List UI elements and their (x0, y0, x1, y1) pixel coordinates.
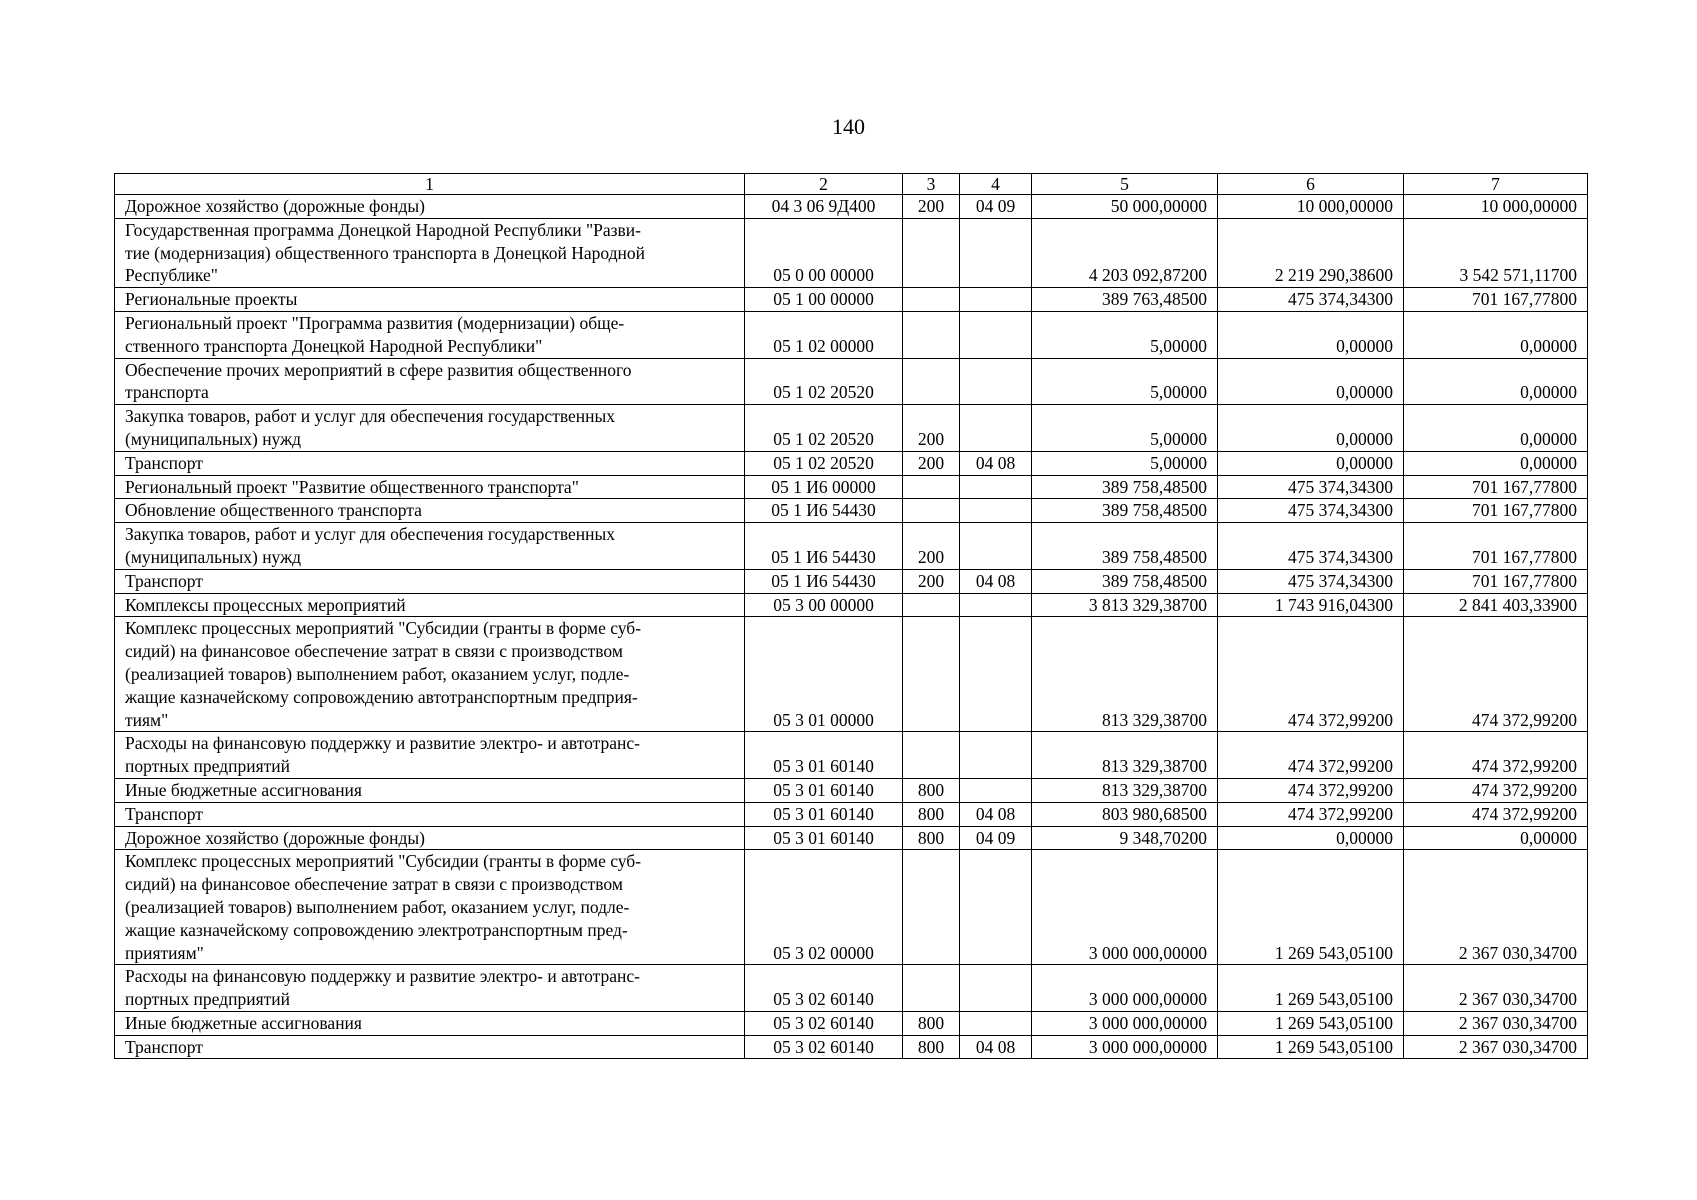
amount-cell-col6: 2 219 290,38600 (1218, 218, 1404, 287)
expense-type-cell (903, 288, 960, 312)
target-code-cell: 05 3 02 60140 (745, 1011, 903, 1035)
amount-cell-col7: 0,00000 (1404, 358, 1588, 405)
target-code-cell: 05 3 01 00000 (745, 617, 903, 732)
amount-cell-col7: 3 542 571,11700 (1404, 218, 1588, 287)
row-name-cell: Государственная программа Донецкой Народной Республики "Разви- тие (модернизация) общественного транспорта в Донецкой Народной Республике" (115, 218, 745, 287)
target-code-cell: 05 1 И6 54430 (745, 523, 903, 570)
section-cell (960, 288, 1032, 312)
amount-cell-col5: 3 000 000,00000 (1032, 965, 1218, 1012)
amount-cell-col5: 803 980,68500 (1032, 802, 1218, 826)
row-name-cell: Транспорт (115, 451, 745, 475)
amount-cell-col5: 813 329,38700 (1032, 732, 1218, 779)
budget-table (114, 173, 1588, 1059)
expense-type-cell (903, 732, 960, 779)
amount-cell-col6: 475 374,34300 (1218, 475, 1404, 499)
expense-type-cell (903, 850, 960, 965)
expense-type-cell (903, 475, 960, 499)
amount-cell-col5: 3 813 329,38700 (1032, 593, 1218, 617)
amount-cell-col6: 0,00000 (1218, 311, 1404, 358)
section-cell: 04 09 (960, 826, 1032, 850)
amount-cell-col5: 389 763,48500 (1032, 288, 1218, 312)
target-code-cell: 05 1 И6 54430 (745, 569, 903, 593)
section-cell (960, 475, 1032, 499)
section-cell (960, 499, 1032, 523)
row-name-cell: Иные бюджетные ассигнования (115, 778, 745, 802)
table-row (115, 218, 1588, 287)
target-code-cell: 05 3 01 60140 (745, 732, 903, 779)
column-header: 3 (903, 174, 960, 195)
amount-cell-col6: 475 374,34300 (1218, 288, 1404, 312)
amount-cell-col7: 701 167,77800 (1404, 475, 1588, 499)
expense-type-cell: 800 (903, 778, 960, 802)
target-code-cell: 05 1 02 20520 (745, 358, 903, 405)
amount-cell-col5: 389 758,48500 (1032, 499, 1218, 523)
amount-cell-col5: 5,00000 (1032, 358, 1218, 405)
row-name-cell: Закупка товаров, работ и услуг для обеспечения государственных (муниципальных) нужд (115, 405, 745, 452)
table-row (115, 1011, 1588, 1035)
row-name-cell: Транспорт (115, 569, 745, 593)
target-code-cell: 05 1 И6 00000 (745, 475, 903, 499)
amount-cell-col7: 701 167,77800 (1404, 288, 1588, 312)
table-row (115, 358, 1588, 405)
row-name-cell: Комплекс процессных мероприятий "Субсидии (гранты в форме суб- сидий) на финансовое обеспечение затрат в связи с производством (реализацией товаров) выполнением работ, оказанием услуг, подле- жащие казначейскому сопровождению электротранспортным пред- приятиям" (115, 850, 745, 965)
amount-cell-col5: 3 000 000,00000 (1032, 1035, 1218, 1059)
amount-cell-col6: 0,00000 (1218, 451, 1404, 475)
table-row (115, 475, 1588, 499)
amount-cell-col5: 389 758,48500 (1032, 475, 1218, 499)
table-row (115, 1035, 1588, 1059)
target-code-cell: 05 1 00 00000 (745, 288, 903, 312)
table-row (115, 405, 1588, 452)
table-row (115, 523, 1588, 570)
table-row (115, 288, 1588, 312)
expense-type-cell (903, 358, 960, 405)
section-cell: 04 08 (960, 1035, 1032, 1059)
expense-type-cell: 800 (903, 1011, 960, 1035)
amount-cell-col7: 474 372,99200 (1404, 617, 1588, 732)
amount-cell-col6: 475 374,34300 (1218, 523, 1404, 570)
amount-cell-col6: 474 372,99200 (1218, 802, 1404, 826)
row-name-cell: Расходы на финансовую поддержку и развитие электро- и автотранс- портных предприятий (115, 732, 745, 779)
target-code-cell: 05 3 02 60140 (745, 1035, 903, 1059)
row-name-cell: Региональный проект "Развитие общественного транспорта" (115, 475, 745, 499)
amount-cell-col5: 5,00000 (1032, 405, 1218, 452)
section-cell (960, 358, 1032, 405)
table-row (115, 850, 1588, 965)
amount-cell-col5: 813 329,38700 (1032, 617, 1218, 732)
amount-cell-col7: 0,00000 (1404, 405, 1588, 452)
amount-cell-col7: 474 372,99200 (1404, 778, 1588, 802)
amount-cell-col7: 2 841 403,33900 (1404, 593, 1588, 617)
expense-type-cell: 200 (903, 523, 960, 570)
section-cell (960, 405, 1032, 452)
section-cell: 04 08 (960, 451, 1032, 475)
row-name-cell: Транспорт (115, 802, 745, 826)
section-cell (960, 593, 1032, 617)
section-cell (960, 617, 1032, 732)
row-name-cell: Обновление общественного транспорта (115, 499, 745, 523)
amount-cell-col6: 0,00000 (1218, 405, 1404, 452)
amount-cell-col7: 701 167,77800 (1404, 523, 1588, 570)
section-cell (960, 523, 1032, 570)
section-cell: 04 09 (960, 195, 1032, 219)
amount-cell-col5: 5,00000 (1032, 451, 1218, 475)
expense-type-cell: 200 (903, 195, 960, 219)
amount-cell-col7: 2 367 030,34700 (1404, 850, 1588, 965)
row-name-cell: Дорожное хозяйство (дорожные фонды) (115, 195, 745, 219)
amount-cell-col6: 1 743 916,04300 (1218, 593, 1404, 617)
table-row (115, 451, 1588, 475)
amount-cell-col7: 701 167,77800 (1404, 499, 1588, 523)
section-cell (960, 218, 1032, 287)
amount-cell-col5: 5,00000 (1032, 311, 1218, 358)
amount-cell-col6: 474 372,99200 (1218, 778, 1404, 802)
target-code-cell: 05 1 02 20520 (745, 451, 903, 475)
table-row (115, 732, 1588, 779)
target-code-cell: 05 1 И6 54430 (745, 499, 903, 523)
section-cell (960, 732, 1032, 779)
section-cell (960, 778, 1032, 802)
column-header: 4 (960, 174, 1032, 195)
target-code-cell: 05 1 02 00000 (745, 311, 903, 358)
amount-cell-col7: 474 372,99200 (1404, 732, 1588, 779)
row-name-cell: Дорожное хозяйство (дорожные фонды) (115, 826, 745, 850)
amount-cell-col6: 1 269 543,05100 (1218, 1035, 1404, 1059)
row-name-cell: Иные бюджетные ассигнования (115, 1011, 745, 1035)
expense-type-cell: 800 (903, 802, 960, 826)
amount-cell-col5: 3 000 000,00000 (1032, 850, 1218, 965)
table-row (115, 802, 1588, 826)
row-name-cell: Закупка товаров, работ и услуг для обеспечения государственных (муниципальных) нужд (115, 523, 745, 570)
expense-type-cell: 200 (903, 405, 960, 452)
amount-cell-col5: 813 329,38700 (1032, 778, 1218, 802)
table-row (115, 499, 1588, 523)
table-row (115, 593, 1588, 617)
amount-cell-col7: 474 372,99200 (1404, 802, 1588, 826)
target-code-cell: 05 3 01 60140 (745, 826, 903, 850)
amount-cell-col5: 389 758,48500 (1032, 523, 1218, 570)
section-cell: 04 08 (960, 569, 1032, 593)
table-row (115, 311, 1588, 358)
amount-cell-col5: 9 348,70200 (1032, 826, 1218, 850)
amount-cell-col6: 475 374,34300 (1218, 499, 1404, 523)
amount-cell-col6: 475 374,34300 (1218, 569, 1404, 593)
amount-cell-col6: 474 372,99200 (1218, 617, 1404, 732)
section-cell: 04 08 (960, 802, 1032, 826)
amount-cell-col5: 389 758,48500 (1032, 569, 1218, 593)
table-row (115, 965, 1588, 1012)
target-code-cell: 05 0 00 00000 (745, 218, 903, 287)
target-code-cell: 05 1 02 20520 (745, 405, 903, 452)
column-header: 7 (1404, 174, 1588, 195)
amount-cell-col6: 0,00000 (1218, 358, 1404, 405)
section-cell (960, 850, 1032, 965)
table-row (115, 778, 1588, 802)
table-row (115, 617, 1588, 732)
amount-cell-col7: 2 367 030,34700 (1404, 1035, 1588, 1059)
amount-cell-col7: 2 367 030,34700 (1404, 965, 1588, 1012)
section-cell (960, 1011, 1032, 1035)
target-code-cell: 05 3 02 60140 (745, 965, 903, 1012)
amount-cell-col7: 0,00000 (1404, 826, 1588, 850)
column-header: 5 (1032, 174, 1218, 195)
target-code-cell: 04 3 06 9Д400 (745, 195, 903, 219)
row-name-cell: Расходы на финансовую поддержку и развитие электро- и автотранс- портных предприятий (115, 965, 745, 1012)
expense-type-cell (903, 965, 960, 1012)
expense-type-cell (903, 617, 960, 732)
amount-cell-col6: 10 000,00000 (1218, 195, 1404, 219)
row-name-cell: Обеспечение прочих мероприятий в сфере развития общественного транспорта (115, 358, 745, 405)
amount-cell-col6: 1 269 543,05100 (1218, 850, 1404, 965)
amount-cell-col6: 1 269 543,05100 (1218, 1011, 1404, 1035)
amount-cell-col6: 474 372,99200 (1218, 732, 1404, 779)
row-name-cell: Комплекс процессных мероприятий "Субсидии (гранты в форме суб- сидий) на финансовое обеспечение затрат в связи с производством (реализацией товаров) выполнением работ, оказанием услуг, подле- жащие казначейскому сопровождению автотранспортным предприя- тиям" (115, 617, 745, 732)
column-header: 6 (1218, 174, 1404, 195)
section-cell (960, 965, 1032, 1012)
row-name-cell: Комплексы процессных мероприятий (115, 593, 745, 617)
row-name-cell: Региональный проект "Программа развития (модернизации) обще- ственного транспорта Донецкой Народной Республики" (115, 311, 745, 358)
amount-cell-col6: 0,00000 (1218, 826, 1404, 850)
expense-type-cell (903, 593, 960, 617)
target-code-cell: 05 3 02 00000 (745, 850, 903, 965)
amount-cell-col5: 4 203 092,87200 (1032, 218, 1218, 287)
expense-type-cell (903, 499, 960, 523)
target-code-cell: 05 3 01 60140 (745, 778, 903, 802)
expense-type-cell: 800 (903, 1035, 960, 1059)
page-number: 140 (832, 114, 865, 139)
row-name-cell: Транспорт (115, 1035, 745, 1059)
expense-type-cell (903, 218, 960, 287)
amount-cell-col5: 50 000,00000 (1032, 195, 1218, 219)
column-header: 2 (745, 174, 903, 195)
section-cell (960, 311, 1032, 358)
amount-cell-col7: 0,00000 (1404, 451, 1588, 475)
amount-cell-col7: 10 000,00000 (1404, 195, 1588, 219)
table-row (115, 195, 1588, 219)
column-header: 1 (115, 174, 745, 195)
amount-cell-col5: 3 000 000,00000 (1032, 1011, 1218, 1035)
amount-cell-col6: 1 269 543,05100 (1218, 965, 1404, 1012)
expense-type-cell (903, 311, 960, 358)
amount-cell-col7: 2 367 030,34700 (1404, 1011, 1588, 1035)
target-code-cell: 05 3 00 00000 (745, 593, 903, 617)
row-name-cell: Региональные проекты (115, 288, 745, 312)
expense-type-cell: 200 (903, 451, 960, 475)
table-row (115, 569, 1588, 593)
table-row (115, 826, 1588, 850)
expense-type-cell: 800 (903, 826, 960, 850)
amount-cell-col7: 701 167,77800 (1404, 569, 1588, 593)
amount-cell-col7: 0,00000 (1404, 311, 1588, 358)
expense-type-cell: 200 (903, 569, 960, 593)
target-code-cell: 05 3 01 60140 (745, 802, 903, 826)
header-row (115, 174, 1588, 195)
